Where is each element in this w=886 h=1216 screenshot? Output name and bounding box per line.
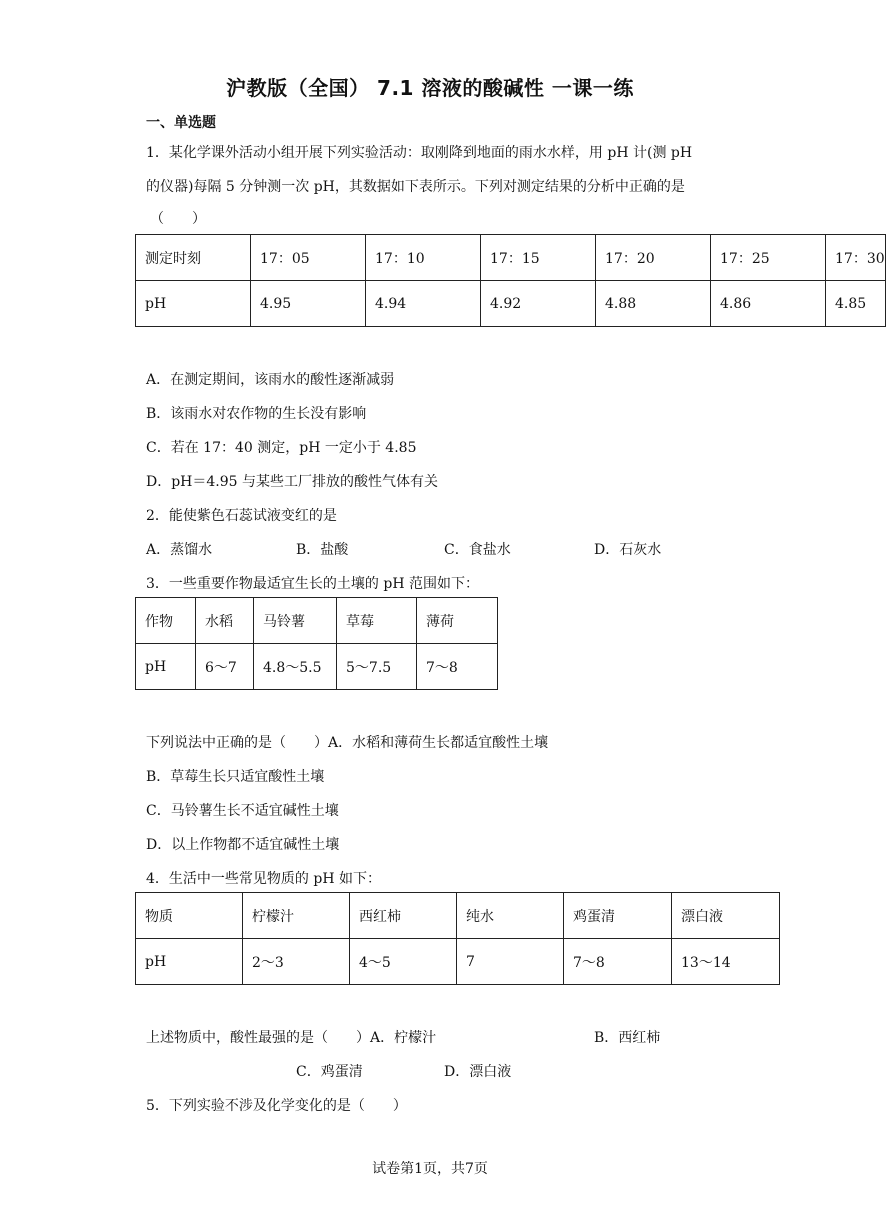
table-row bbox=[136, 598, 498, 644]
table-cell: 5～7.5 bbox=[337, 644, 417, 690]
table-cell: 4.95 bbox=[251, 281, 366, 327]
q1-answer-blank: （ ） bbox=[150, 211, 206, 227]
table-cell: 17：05 bbox=[251, 235, 366, 281]
q4-substance-ph-table bbox=[135, 892, 780, 985]
table-row bbox=[136, 235, 886, 281]
q3-option-d: D．以上作物都不适宜碱性土壤 bbox=[146, 837, 340, 853]
section-heading: 一、单选题 bbox=[146, 115, 216, 131]
q2-stem: 2．能使紫色石蕊试液变红的是 bbox=[146, 508, 337, 524]
table-cell: 4.8～5.5 bbox=[254, 644, 337, 690]
table-cell: 6～7 bbox=[196, 644, 254, 690]
q4-stem: 4．生活中一些常见物质的 pH 如下： bbox=[146, 871, 381, 887]
table-row bbox=[136, 893, 780, 939]
table-cell: 西红柿 bbox=[350, 893, 457, 939]
table-cell: 17：30 bbox=[826, 235, 886, 281]
table-cell: 7～8 bbox=[564, 939, 672, 985]
q2-option-c: C．食盐水 bbox=[444, 542, 511, 558]
table-cell: 7 bbox=[457, 939, 564, 985]
table-cell: 马铃薯 bbox=[254, 598, 337, 644]
q1-stem-line2: 的仪器)每隔 5 分钟测一次 pH，其数据如下表所示。下列对测定结果的分析中正确的是 bbox=[146, 179, 685, 195]
table-cell: 17：15 bbox=[481, 235, 596, 281]
table-cell: pH bbox=[136, 644, 196, 690]
table-cell: 草莓 bbox=[337, 598, 417, 644]
q2-option-b: B．盐酸 bbox=[296, 542, 349, 558]
table-row bbox=[136, 644, 498, 690]
table-cell: 测定时刻 bbox=[136, 235, 251, 281]
q1-option-d: D．pH＝4.95 与某些工厂排放的酸性气体有关 bbox=[146, 474, 439, 490]
table-cell: 13～14 bbox=[672, 939, 780, 985]
table-cell: 4～5 bbox=[350, 939, 457, 985]
q1-option-b: B．该雨水对农作物的生长没有影响 bbox=[146, 406, 367, 422]
table-cell: 7～8 bbox=[417, 644, 498, 690]
q2-option-d: D．石灰水 bbox=[594, 542, 662, 558]
table-cell: 漂白液 bbox=[672, 893, 780, 939]
page-footer: 试卷第1页，共7页 bbox=[372, 1161, 488, 1177]
page-title: 沪教版（全国） 7.1 溶液的酸碱性 一课一练 bbox=[226, 76, 634, 100]
q4-option-b: B．西红柿 bbox=[594, 1030, 661, 1046]
q1-stem-line1: 1．某化学课外活动小组开展下列实验活动：取刚降到地面的雨水水样，用 pH 计(测 pH bbox=[146, 145, 693, 161]
table-cell: 作物 bbox=[136, 598, 196, 644]
table-cell: 17：20 bbox=[596, 235, 711, 281]
q5-stem: 5．下列实验不涉及化学变化的是（ ） bbox=[146, 1098, 407, 1114]
table-cell: pH bbox=[136, 939, 243, 985]
table-cell: 2～3 bbox=[243, 939, 350, 985]
table-cell: 物质 bbox=[136, 893, 243, 939]
q4-option-d: D．漂白液 bbox=[444, 1064, 512, 1080]
table-cell: 纯水 bbox=[457, 893, 564, 939]
table-cell: 薄荷 bbox=[417, 598, 498, 644]
q4-option-c: C．鸡蛋清 bbox=[296, 1064, 363, 1080]
table-cell: 水稻 bbox=[196, 598, 254, 644]
table-cell: 4.92 bbox=[481, 281, 596, 327]
table-cell: 4.94 bbox=[366, 281, 481, 327]
table-cell: 4.85 bbox=[826, 281, 886, 327]
q3-prompt-and-option-a: 下列说法中正确的是（ ）A．水稻和薄荷生长都适宜酸性土壤 bbox=[146, 735, 549, 751]
q1-option-c: C．若在 17：40 测定，pH 一定小于 4.85 bbox=[146, 440, 417, 456]
q3-option-c: C．马铃薯生长不适宜碱性土壤 bbox=[146, 803, 339, 819]
table-cell: 柠檬汁 bbox=[243, 893, 350, 939]
q3-crop-ph-table bbox=[135, 597, 498, 690]
q3-option-b: B．草莓生长只适宜酸性土壤 bbox=[146, 769, 325, 785]
q4-prompt-and-option-a: 上述物质中，酸性最强的是（ ）A．柠檬汁 bbox=[146, 1030, 437, 1046]
table-cell: 鸡蛋清 bbox=[564, 893, 672, 939]
table-cell: 4.88 bbox=[596, 281, 711, 327]
q1-option-a: A．在测定期间，该雨水的酸性逐渐减弱 bbox=[146, 372, 395, 388]
table-row bbox=[136, 939, 780, 985]
q1-ph-table bbox=[135, 234, 886, 327]
table-cell: 17：10 bbox=[366, 235, 481, 281]
q3-stem: 3．一些重要作物最适宜生长的土壤的 pH 范围如下： bbox=[146, 576, 479, 592]
table-cell: 4.86 bbox=[711, 281, 826, 327]
table-row bbox=[136, 281, 886, 327]
table-cell: pH bbox=[136, 281, 251, 327]
q2-option-a: A．蒸馏水 bbox=[146, 542, 213, 558]
table-cell: 17：25 bbox=[711, 235, 826, 281]
